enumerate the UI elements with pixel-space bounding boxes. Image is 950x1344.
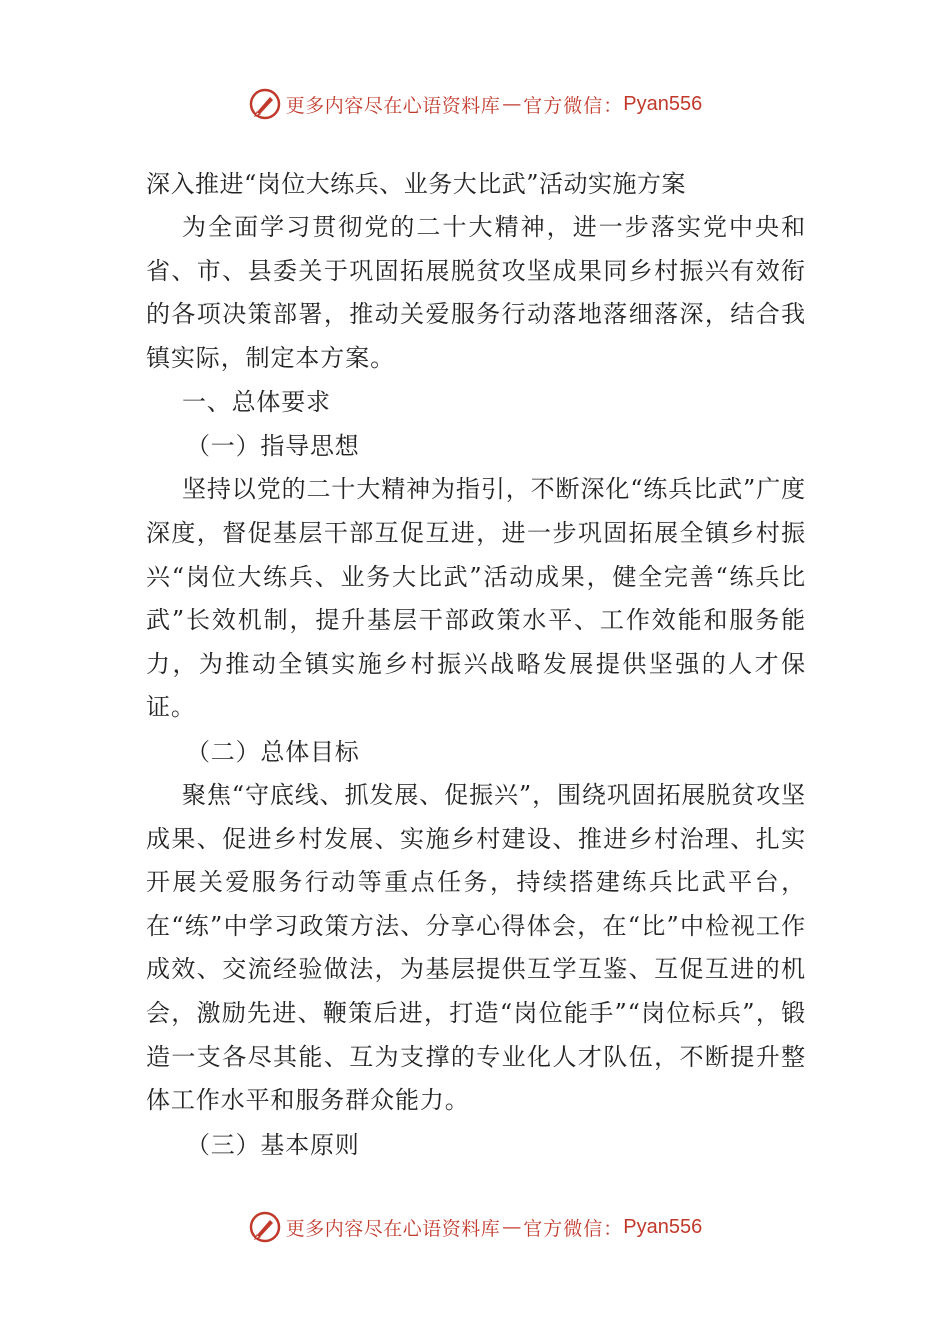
document-title: 深入推进“岗位大练兵、业务大比武”活动实施方案 [146,170,687,198]
watermark-separator: — [502,93,522,115]
guiding-ideology-paragraph: 坚持以党的二十大精神为指引，不断深化“练兵比武”广度深度，督促基层干部互促互进，进一步巩固拓展全镇乡村振兴“岗位大练兵、业务大比武”活动成果，健全完善“练兵比武”长效机制，提升基层干部政策水平、工作效能和服务能力，为推动全镇实施乡村振兴战略发展提供坚强的人才保证。 [146,475,806,722]
watermark-text: 更多内容尽在心语资料库 [285,1217,501,1240]
pen-logo-icon [248,1210,282,1244]
intro-paragraph: 为全面学习贯彻党的二十大精神，进一步落实党中央和省、市、县委关于巩固拓展脱贫攻坚成果同乡村振兴有效衔的各项决策部署，推动关爱服务行动落地落细落深，结合我镇实际，制定本方案。 [146,213,806,372]
watermark-text: 更多内容尽在心语资料库 [285,94,501,117]
section-heading-general-requirements: 一、总体要求 [182,388,331,417]
watermark-separator: — [502,1216,522,1238]
watermark-id: Pyan556 [623,92,703,115]
header-watermark [0,84,950,124]
watermark-label: 官方微信： [523,1217,624,1240]
watermark-id: Pyan556 [623,1215,703,1238]
subsection-heading-basic-principles: （三）基本原则 [186,1130,360,1159]
overall-goals-paragraph: 聚焦“守底线、抓发展、促振兴”，围绕巩固拓展脱贫攻坚成果、促进乡村发展、实施乡村建设、推进乡村治理、扎实开展关爱服务行动等重点任务，持续搭建练兵比武平台，在“练”中学习政策方法、分享心得体会，在“比”中检视工作成效、交流经验做法，为基层提供互学互鉴、互促互进的机会，激励先进、鞭策后进，打造“岗位能手”“岗位标兵”，锻造一支各尽其能、互为支撑的专业化人才队伍，不断提升整体工作水平和服务群众能力。 [146,780,806,1115]
subsection-heading-guiding-ideology: （一）指导思想 [186,432,360,461]
document-body [146,162,806,1167]
subsection-heading-overall-goals: （二）总体目标 [186,737,360,766]
pen-logo-icon [248,87,282,121]
footer-watermark [0,1207,950,1247]
watermark-label: 官方微信： [523,94,624,117]
